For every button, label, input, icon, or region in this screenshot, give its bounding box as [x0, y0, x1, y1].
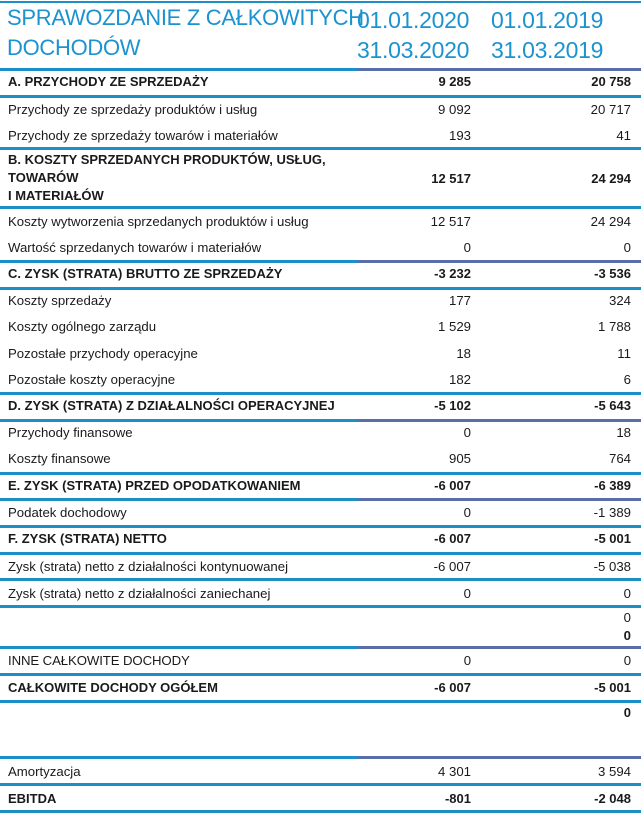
value-2020: 193 [448, 128, 471, 143]
value-2020: -3 232 [434, 266, 471, 281]
separator [0, 392, 641, 395]
row-label: D. ZYSK (STRATA) Z DZIAŁALNOŚCI OPERACYJNEJ [8, 398, 335, 413]
value-2019-bold: 0 [623, 628, 631, 643]
value-2019: 24 294 [591, 171, 631, 186]
value-2019: 41 [616, 128, 631, 143]
value-2019: 6 [623, 372, 631, 387]
row-label: Zysk (strata) netto z działalności zaniechanej [8, 586, 271, 601]
row-label: Przychody finansowe [8, 425, 133, 440]
value-2019: 20 758 [591, 74, 631, 89]
separator [0, 525, 641, 528]
value-2019: -6 389 [594, 478, 631, 493]
separator [0, 673, 641, 676]
row-label: E. ZYSK (STRATA) PRZED OPODATKOWANIEM [8, 478, 301, 493]
value-2019: 0 [623, 610, 631, 625]
value-2020: -6 007 [434, 531, 471, 546]
value-2019: 0 [623, 586, 631, 601]
row-label: INNE CAŁKOWITE DOCHODY [8, 653, 190, 668]
value-2019: 11 [617, 346, 631, 361]
row-label: EBITDA [8, 791, 57, 806]
row-label: Pozostałe przychody operacyjne [8, 346, 198, 361]
value-2020: 0 [463, 505, 471, 520]
row-label: F. ZYSK (STRATA) NETTO [8, 531, 167, 546]
value-2019: 0 [623, 705, 631, 720]
row-label-line2: TOWARÓW [8, 170, 79, 185]
separator [0, 552, 641, 555]
value-2019: -5 038 [593, 559, 631, 574]
value-2020: 18 [456, 346, 471, 361]
value-2020: 12 517 [430, 214, 471, 229]
period2-from: 01.01.2019 [491, 7, 604, 33]
separator [0, 756, 641, 759]
value-2020: 0 [463, 425, 471, 440]
value-2020: 12 517 [431, 171, 471, 186]
separator [0, 498, 641, 501]
value-2019: 3 594 [597, 764, 631, 779]
value-2019: 18 [616, 425, 631, 440]
separator [0, 578, 641, 581]
separator [0, 147, 641, 150]
separator [0, 646, 641, 649]
value-2019: 324 [608, 293, 631, 308]
value-2020: -6 007 [434, 478, 471, 493]
row-label: Koszty wytworzenia sprzedanych produktów i usług [8, 214, 309, 229]
separator [0, 206, 641, 209]
period2-to: 31.03.2019 [491, 37, 604, 63]
value-2020: -6 007 [434, 680, 471, 695]
separator [0, 260, 641, 263]
value-2020: 9 285 [438, 74, 471, 89]
value-2019: 20 717 [590, 102, 631, 117]
row-label-line3: I MATERIAŁÓW [8, 188, 104, 203]
statement-title-line1: SPRAWOZDANIE Z CAŁKOWITYCH [7, 5, 364, 30]
row-label: Koszty finansowe [8, 451, 111, 466]
bottom-border [0, 810, 641, 813]
statement-title-line2: DOCHODÓW [7, 35, 141, 60]
value-2020: 1 529 [437, 319, 471, 334]
row-label: Wartość sprzedanych towarów i materiałów [8, 240, 262, 255]
separator [0, 95, 641, 98]
value-2020: -6 007 [433, 559, 471, 574]
value-2020: 0 [463, 586, 471, 601]
value-2019: 0 [623, 653, 631, 668]
value-2019: 764 [608, 451, 631, 466]
value-2019: -2 048 [594, 791, 631, 806]
value-2020: 905 [448, 451, 471, 466]
row-label-line1: B. KOSZTY SPRZEDANYCH PRODUKTÓW, USŁUG, [8, 152, 326, 167]
value-2019: -5 001 [594, 680, 631, 695]
row-label: Pozostałe koszty operacyjne [8, 372, 176, 387]
value-2019: 24 294 [590, 214, 631, 229]
value-2019: -3 536 [594, 266, 631, 281]
row-label: Koszty ogólnego zarządu [8, 319, 157, 334]
row-label: Przychody ze sprzedaży produktów i usług [8, 102, 258, 117]
value-2019: 1 788 [597, 319, 631, 334]
separator [0, 605, 641, 608]
value-2019: -5 643 [594, 398, 631, 413]
row-label: CAŁKOWITE DOCHODY OGÓŁEM [8, 680, 218, 695]
value-2020: 177 [448, 293, 471, 308]
row-label: Koszty sprzedaży [8, 293, 112, 308]
row-label: Zysk (strata) netto z działalności kontynuowanej [8, 559, 288, 574]
separator [0, 287, 641, 290]
separator [0, 68, 641, 71]
value-2020: 182 [448, 372, 471, 387]
row-label: C. ZYSK (STRATA) BRUTTO ZE SPRZEDAŻY [8, 266, 283, 281]
value-2020: -801 [444, 791, 471, 806]
value-2020: -5 102 [434, 398, 471, 413]
row-label: Przychody ze sprzedaży towarów i materiałów [8, 128, 278, 143]
value-2019: 0 [623, 240, 631, 255]
value-2019: -5 001 [594, 531, 631, 546]
top-border [0, 1, 641, 3]
value-2020: 4 301 [437, 764, 471, 779]
period1-to: 31.03.2020 [357, 37, 470, 63]
value-2020: 0 [463, 653, 471, 668]
period1-from: 01.01.2020 [357, 7, 470, 33]
row-label: A. PRZYCHODY ZE SPRZEDAŻY [8, 74, 209, 89]
separator [0, 700, 641, 703]
separator [0, 419, 641, 422]
separator [0, 783, 641, 786]
row-blank-zeros [0, 610, 641, 646]
value-2020: 9 092 [437, 102, 471, 117]
row-label: Amortyzacja [8, 764, 81, 779]
row-cost-of-sales-total [0, 152, 641, 206]
separator [0, 472, 641, 475]
value-2019: -1 389 [593, 505, 631, 520]
value-2020: 0 [463, 240, 471, 255]
row-label: Podatek dochodowy [8, 505, 127, 520]
